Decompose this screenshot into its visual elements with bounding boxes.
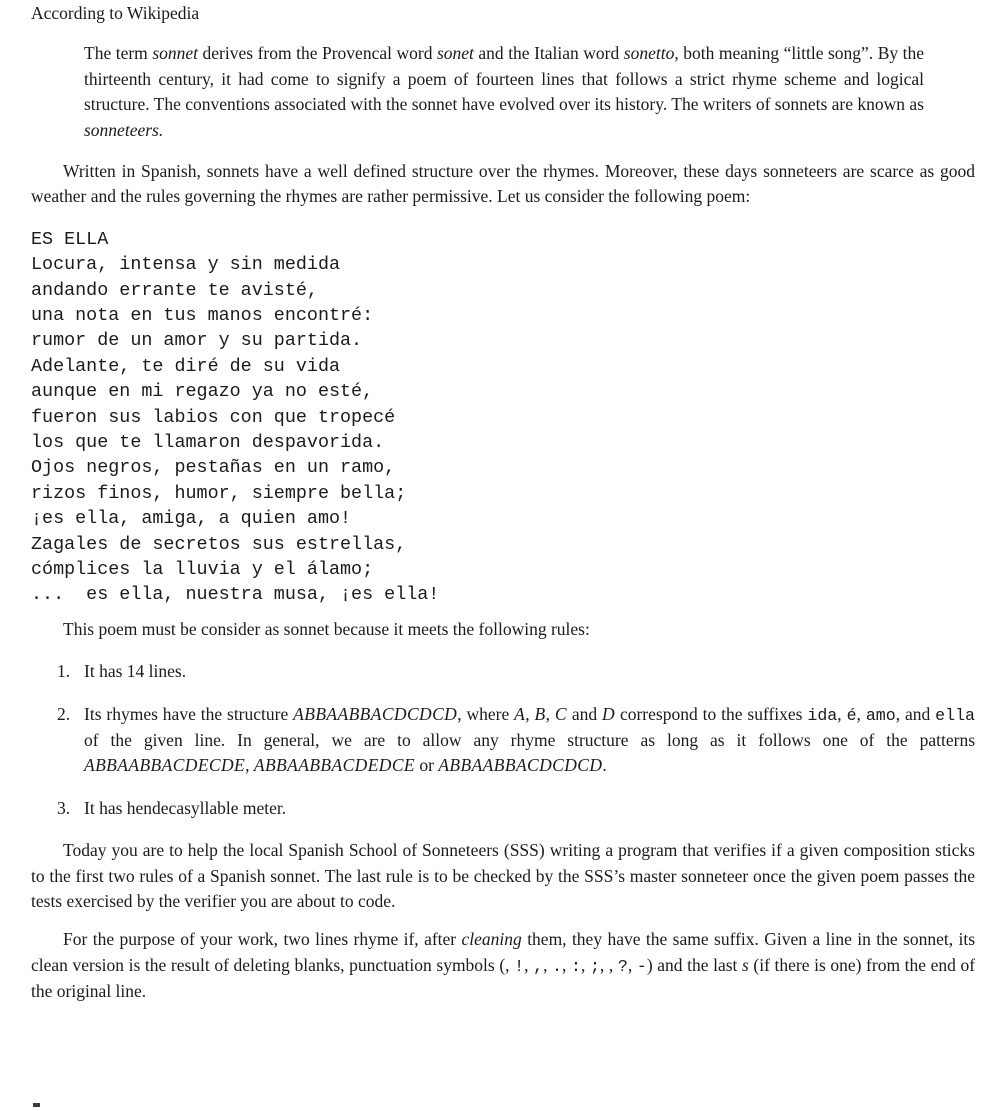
poem-line: ES ELLA: [31, 228, 109, 250]
intro-line: According to Wikipedia: [31, 3, 200, 23]
poem-line: andando errante te avisté,: [31, 279, 318, 301]
poem-line: Locura, intensa y sin medida: [31, 254, 341, 276]
wikipedia-quote: The term sonnet derives from the Provencal word sonet and the Italian word sonetto, both meaning “little song”. By the thirteenth century, it had come to signify a poem of fourteen lines that follows a strict rhyme scheme and logical structure. The conventions associated with the sonnet have evolved over its history. The writers of sonnets are known as sonneteers.: [84, 43, 925, 140]
rule-text-3: It has hendecasyllable meter.: [84, 797, 287, 818]
poem-line: cómplices la lluvia y el álamo;: [31, 558, 374, 580]
paragraph-must-be-consider: This poem must be consider as sonnet because it meets the following rules:: [63, 618, 590, 639]
rule-item-2: [31, 702, 975, 779]
rule-item-1: [31, 659, 975, 684]
poem-line: ¡es ella, amiga, a quien amo!: [31, 508, 352, 530]
paragraph-written-in-spanish: Written in Spanish, sonnets have a well defined structure over the rhymes. Moreover, these days sonneteers are scarce as good weather and the rules governing the rhymes are rather permissive. Let us consider the following poem:: [31, 161, 975, 207]
poem-line: Ojos negros, pestañas en un ramo,: [31, 457, 396, 479]
poem-line: una nota en tus manos encontré:: [31, 305, 374, 327]
poem-line: Zagales de secretos sus estrellas,: [31, 533, 407, 555]
rule-number-1: 1.: [57, 661, 71, 682]
cutoff-next-line-fragment: [33, 1103, 40, 1107]
poem-line: rumor de un amor y su partida.: [31, 330, 363, 352]
poem-block: [31, 227, 975, 608]
poem-line: fueron sus labios con que tropecé: [31, 406, 396, 428]
poem-line: los que te llamaron despavorida.: [31, 431, 385, 453]
paragraph-today-help: Today you are to help the local Spanish School of Sonneteers (SSS) writing a program that verifies if a given composition sticks to the first two rules of a Spanish sonnet. The last rule is to be checked by the SSS’s master sonneteer once the given poem passes the tests exercised by the verifier you are about to code.: [31, 840, 975, 911]
rule-text-1: It has 14 lines.: [84, 661, 187, 682]
poem-line: ... es ella, nuestra musa, ¡es ella!: [31, 584, 440, 606]
rule-item-3: [31, 796, 975, 821]
rule-text-2: Its rhymes have the structure ABBAABBACDCDCD, where A, B, C and D correspond to the suffixes ida, é, amo, and ella of the given line. In general, we are to allow any rhyme structure as long as it follows one of the patterns ABBAABBACDECDE, ABBAABBACDEDCE or ABBAABBACDCDCD.: [84, 703, 976, 776]
poem-line: aunque en mi regazo ya no esté,: [31, 381, 374, 403]
poem-line: Adelante, te diré de su vida: [31, 355, 341, 377]
poem-line: rizos finos, humor, siempre bella;: [31, 482, 407, 504]
rule-number-2: 2.: [57, 703, 71, 724]
rule-number-3: 3.: [57, 797, 71, 818]
rules-list: [31, 659, 975, 821]
paragraph-cleaning-definition: For the purpose of your work, two lines rhyme if, after cleaning them, they have the same suffix. Given a line in the sonnet, its clean version is the result of deleting blanks, punctuation symbols (, !, ,, ., :, ;, , ?, -) and the last s (if there is one) from the end of the original line.: [31, 929, 976, 1002]
